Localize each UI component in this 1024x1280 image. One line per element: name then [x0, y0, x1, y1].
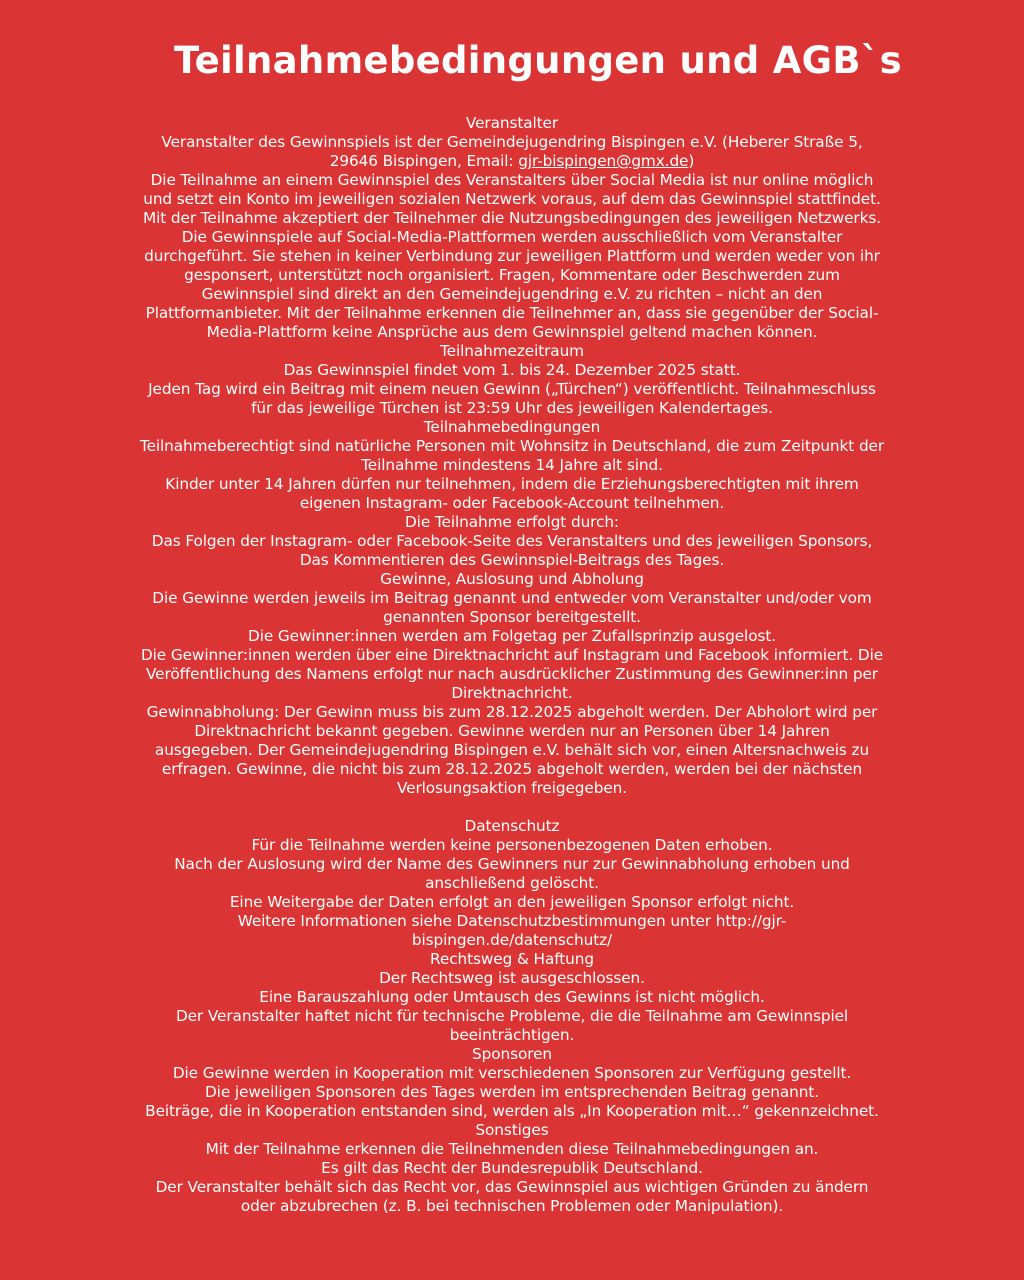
text-line: eigenen Instagram- oder Facebook-Account teilnehmen. [299, 494, 725, 512]
text-line: Die jeweiligen Sponsoren des Tages werden im entsprechenden Beitrag genannt. [204, 1083, 820, 1101]
text-line: anschließend gelöscht. [425, 874, 599, 892]
paragraph-gap [60, 798, 964, 817]
email-link[interactable]: gjr-bispingen@gmx.de [518, 152, 689, 170]
text-line: Eine Weitergabe der Daten erfolgt an den jeweiligen Sponsor erfolgt nicht. [229, 893, 795, 911]
text-line: Jeden Tag wird ein Beitrag mit einem neuen Gewinn („Türchen“) veröffentlicht. Teilnahmeschluss [148, 380, 876, 398]
text-line: Die Gewinne werden jeweils im Beitrag genannt und entweder vom Veranstalter und/oder vom [152, 589, 872, 607]
text-line: beeinträchtigen. [449, 1026, 575, 1044]
text-line: Nach der Auslosung wird der Name des Gewinners nur zur Gewinnabholung erhoben und [174, 855, 850, 873]
text-line: Plattformanbieter. Mit der Teilnahme erkennen die Teilnehmer an, dass sie gegenüber der Social- [145, 304, 879, 322]
text-line: und setzt ein Konto im jeweiligen sozialen Netzwerk voraus, auf dem das Gewinnspiel stattfindet. [143, 190, 881, 208]
text-line: Veranstalter des Gewinnspiels ist der Gemeindejugendring Bispingen e.V. (Heberer Straße 5, [161, 133, 863, 151]
text-line: Für die Teilnahme werden keine personenbezogenen Daten erhoben. [251, 836, 773, 854]
text-line: Weitere Informationen siehe Datenschutzbestimmungen unter http://gjr- [237, 912, 787, 930]
text-line: Veröffentlichung des Namens erfolgt nur nach ausdrücklicher Zustimmung des Gewinner:inn per [146, 665, 878, 683]
text-line: Die Gewinner:innen werden über eine Direktnachricht auf Instagram und Facebook informiert. Die [140, 646, 884, 664]
page-title: Teilnahmebedingungen und AGB`s [174, 39, 902, 82]
text-line: Das Kommentieren des Gewinnspiel-Beitrags des Tages. [299, 551, 725, 569]
text-line: genannten Sponsor bereitgestellt. [383, 608, 641, 626]
text-line: bispingen.de/datenschutz/ [411, 931, 613, 949]
contact-line [60, 152, 964, 171]
text-line: Die Gewinner:innen werden am Folgetag per Zufallsprinzip ausgelost. [248, 627, 776, 645]
terms-body [60, 114, 964, 1216]
text-line: Kinder unter 14 Jahren dürfen nur teilnehmen, indem die Erziehungsberechtigten mit ihrem [165, 475, 859, 493]
text-line: Sponsoren [472, 1045, 552, 1063]
text-line: Teilnahmebedingungen [423, 418, 601, 436]
contact-prefix: 29646 Bispingen, Email: [329, 152, 519, 170]
text-line: Beiträge, die in Kooperation entstanden sind, werden als „In Kooperation mit…“ gekennzeichnet. [145, 1102, 879, 1120]
text-line: Mit der Teilnahme erkennen die Teilnehmenden diese Teilnahmebedingungen an. [205, 1140, 819, 1158]
text-line: Der Veranstalter haftet nicht für technische Probleme, die die Teilnahme am Gewinnspiel [175, 1007, 849, 1025]
text-line: Direktnachricht. [451, 684, 573, 702]
text-line: durchgeführt. Sie stehen in keiner Verbindung zur jeweiligen Plattform und werden weder von ihr [144, 247, 880, 265]
text-line: gesponsert, unterstützt noch organisiert. Fragen, Kommentare oder Beschwerden zum [184, 266, 840, 284]
text-line: Das Folgen der Instagram- oder Facebook-Seite des Veranstalters und des jeweiligen Sponsors, [151, 532, 873, 550]
text-line: Verlosungsaktion freigegeben. [396, 779, 628, 797]
text-line: Die Teilnahme erfolgt durch: [405, 513, 619, 531]
text-line: Der Veranstalter behält sich das Recht vor, das Gewinnspiel aus wichtigen Gründen zu ändern [155, 1178, 869, 1196]
text-line: Gewinnspiel sind direkt an den Gemeindejugendring e.V. zu richten – nicht an den [201, 285, 823, 303]
text-line: für das jeweilige Türchen ist 23:59 Uhr des jeweiligen Kalendertages. [251, 399, 773, 417]
text-line: Der Rechtsweg ist ausgeschlossen. [379, 969, 645, 987]
text-line: oder abzubrechen (z. B. bei technischen Problemen oder Manipulation). [240, 1197, 784, 1215]
text-line: Media-Plattform keine Ansprüche aus dem Gewinnspiel geltend machen können. [206, 323, 818, 341]
text-line: Es gilt das Recht der Bundesrepublik Deutschland. [321, 1159, 703, 1177]
text-line: Mit der Teilnahme akzeptiert der Teilnehmer die Nutzungsbedingungen des jeweiligen Netzwerks. [142, 209, 882, 227]
text-line: Rechtsweg & Haftung [430, 950, 594, 968]
text-line: Gewinne, Auslosung und Abholung [380, 570, 644, 588]
contact-suffix: ) [688, 152, 695, 170]
text-line: erfragen. Gewinne, die nicht bis zum 28.12.2025 abgeholt werden, werden bei der nächsten [161, 760, 863, 778]
text-line: Datenschutz [464, 817, 560, 835]
text-line: Die Teilnahme an einem Gewinnspiel des Veranstalters über Social Media ist nur online möglich [150, 171, 874, 189]
text-line: Sonstiges [475, 1121, 549, 1139]
text-line: ausgegeben. Der Gemeindejugendring Bispingen e.V. behält sich vor, einen Altersnachweis zu [154, 741, 870, 759]
text-line: Teilnahmezeitraum [440, 342, 584, 360]
text-line: Direktnachricht bekannt gegeben. Gewinne werden nur an Personen über 14 Jahren [194, 722, 830, 740]
text-line: Die Gewinnspiele auf Social-Media-Plattformen werden ausschließlich vom Veranstalter [181, 228, 843, 246]
text-line: Die Gewinne werden in Kooperation mit verschiedenen Sponsoren zur Verfügung gestellt. [172, 1064, 852, 1082]
text-line: Veranstalter [465, 114, 559, 132]
text-line: Eine Barauszahlung oder Umtausch des Gewinns ist nicht möglich. [259, 988, 765, 1006]
text-line: Teilnahme mindestens 14 Jahre alt sind. [361, 456, 663, 474]
text-line: Gewinnabholung: Der Gewinn muss bis zum 28.12.2025 abgeholt werden. Der Abholort wird per [146, 703, 878, 721]
text-line: Teilnahmeberechtigt sind natürliche Personen mit Wohnsitz in Deutschland, die zum Zeitpunkt der [139, 437, 885, 455]
text-line: Das Gewinnspiel findet vom 1. bis 24. Dezember 2025 statt. [283, 361, 741, 379]
